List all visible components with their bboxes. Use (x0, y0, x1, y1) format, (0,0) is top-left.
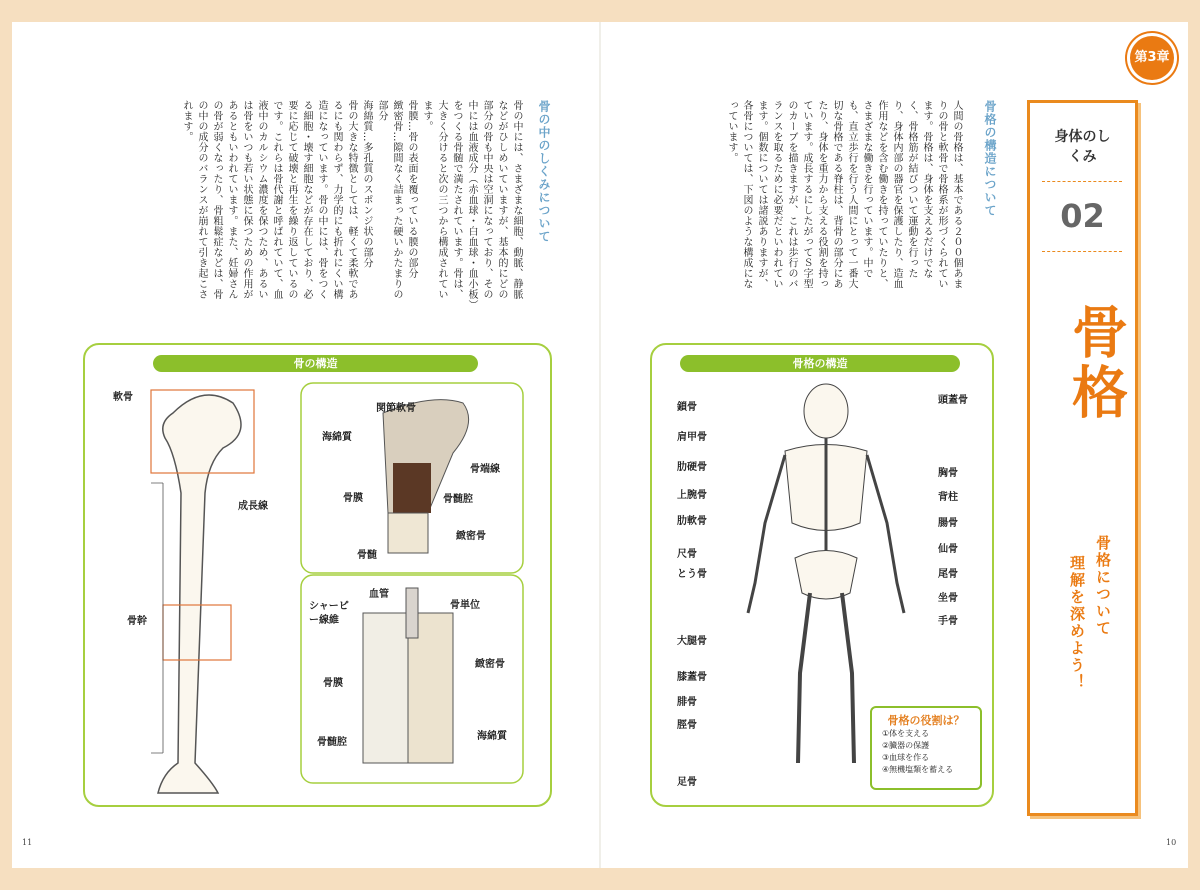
skeleton-label-left: 肩甲骨 (677, 432, 707, 443)
skeleton-label-right: 仙骨 (938, 544, 958, 555)
skeleton-label-left: 足骨 (677, 777, 697, 788)
label-kaimen2: 海綿質 (477, 731, 507, 742)
tab-subtitle-2: 理解を深めよう！ (1068, 555, 1086, 691)
skeleton-panel-title: 骨格の構造 (680, 355, 960, 372)
role-item: ②臓器の保護 (882, 741, 930, 750)
roles-heading: 骨格の役割は？ (887, 714, 965, 727)
skeleton-label-left: 上腕骨 (677, 490, 707, 501)
side-tab (1027, 100, 1138, 816)
label-nankotsu: 軟骨 (113, 392, 133, 403)
left-leg-shape (798, 593, 810, 763)
marrow-shape (393, 463, 431, 513)
skeleton-label-right: 手骨 (938, 616, 958, 627)
tab-number: 02 (1060, 197, 1105, 235)
left-body-2: 骨の大きな特徴としては、軽くて柔軟であるにも関わらず、力学的にも折れにくい構造になっています。骨の中には、骨をつくる細胞・壊す細胞などが存在しており、必要に応じて破壊と再生を繰り返しているのです。これらは骨代謝と呼ばれていて、血液中のカルシウム濃度を保つため、あるいは骨をいつも若い状態に保つための作用があるともいわれています。また、妊婦さんの骨が弱くなったり、骨粗鬆症などは、骨の中の成分のバランスが崩れて引き起こされます。 (181, 100, 357, 300)
skeleton-label-left: 大腿骨 (677, 636, 707, 647)
pelvis-shape (795, 551, 857, 600)
skeleton-label-left: 肋軟骨 (677, 516, 707, 527)
right-body: 人間の骨格は、基本である２００個あまりの骨と軟骨で骨格系が形づくられています。骨格は、身体を支えるだけでなく、骨格筋が結びついて運動を行ったり、身体内部の器官を保護したり、造血作用などを含む働きを持っていたりと、さまざまな働きを行っています。中でも、直立歩行を行う人間にとって一番大切な骨格である脊柱は、背骨の部分にあたり、身体を重力から支える役割を持っています。成長するにしたがってＳ字型のカーブを描きますが、これは歩行のバランスを取るために必要だといわれています。個数については諸説ありますが、各骨については、下図のような構成になっています。 (726, 100, 962, 289)
cortical-block (363, 613, 408, 763)
page-number-right: 10 (1166, 838, 1177, 847)
skeleton-label-right: 坐骨 (938, 593, 958, 604)
label-kotsutani: 骨単位 (450, 600, 480, 611)
roles-box (870, 706, 982, 790)
skeleton-label-left: 脛骨 (677, 720, 697, 731)
spine (599, 22, 601, 868)
label-chimitsu2: 緻密骨 (475, 659, 505, 670)
left-list-1: 骨膜…骨の表面を覆っている膜の部分 (406, 100, 417, 279)
skeleton-label-right: 背柱 (938, 492, 958, 503)
femur-shape (158, 395, 241, 793)
label-sharpey: シャーピー線維 (309, 601, 349, 626)
left-arm-shape (748, 455, 785, 613)
left-list-2: 緻密骨…隙間なく詰まった硬いかたまりの部分 (376, 100, 402, 300)
label-kaimen: 海綿質 (322, 432, 352, 443)
bone-panel-title: 骨の構造 (153, 355, 478, 372)
tab-title: 骨格 (1063, 303, 1128, 423)
skull-shape (804, 384, 848, 438)
label-kokkan: 骨幹 (127, 616, 147, 627)
left-body (104, 100, 524, 305)
right-heading: 骨格の構造について (983, 100, 997, 217)
label-chimitsu: 緻密骨 (456, 531, 486, 542)
label-kotsuzuikou: 骨髄腔 (443, 494, 473, 505)
tab-heading: 身体のしくみ (1054, 129, 1111, 165)
label-kotsumaku2: 骨膜 (323, 678, 343, 689)
skeleton-label-right: 腸骨 (938, 518, 958, 529)
skeleton-label-right: 尾骨 (938, 569, 958, 580)
diaphysis-cut (388, 513, 428, 553)
skeleton-label-left: 膝蓋骨 (677, 672, 707, 683)
label-kotsumaku: 骨膜 (343, 493, 363, 504)
right-leg-shape (842, 593, 854, 763)
skeleton-label-left: 尺骨 (677, 549, 697, 560)
skeleton-label-left: 肋硬骨 (677, 462, 707, 473)
skeleton-label-left: とう骨 (677, 569, 707, 580)
left-body-1: 骨の中には、さまざまな細胞、動脈、静脈などがひしめいていますが、基本的にどの部分の骨も中央は空洞になっており、その中には血液成分（赤血球・白血球・血小板）をつくる骨髄で満たされています。骨は、大きく分けると次の三つから構成されています。 (421, 100, 522, 305)
label-kotanen: 骨端線 (470, 464, 500, 475)
skeleton-label-right: 胸骨 (938, 468, 958, 479)
chapter-badge: 第3章 (1130, 36, 1174, 80)
osteon-column (406, 588, 418, 638)
role-item: ①体を支える (882, 729, 930, 738)
right-arm-shape (867, 455, 904, 613)
left-list-3: 海綿質…多孔質のスポンジ状の部分 (361, 100, 372, 268)
label-kansetsu: 関節軟骨 (376, 403, 416, 414)
left-heading: 骨の中のしくみについて (537, 100, 551, 243)
label-seichousen: 成長線 (238, 501, 268, 512)
label-kotsuzui: 骨髄 (357, 550, 377, 561)
shaft-bracket-ends (151, 483, 163, 753)
tab-divider-bottom (1042, 251, 1122, 252)
role-item: ④無機塩類を蓄える (882, 765, 954, 774)
role-item: ③血球を作る (882, 753, 930, 762)
tab-subtitle-1: 骨格について (1094, 535, 1112, 637)
page-number-left: 11 (22, 838, 33, 847)
skeleton-label-right: 頭蓋骨 (938, 395, 968, 406)
label-kotsuzuikou2: 骨髄腔 (317, 737, 347, 748)
skeleton-label-left: 腓骨 (677, 697, 697, 708)
label-kekkan: 血管 (369, 589, 389, 600)
skeleton-label-left: 鎖骨 (677, 402, 697, 413)
tab-divider-top (1042, 181, 1122, 182)
